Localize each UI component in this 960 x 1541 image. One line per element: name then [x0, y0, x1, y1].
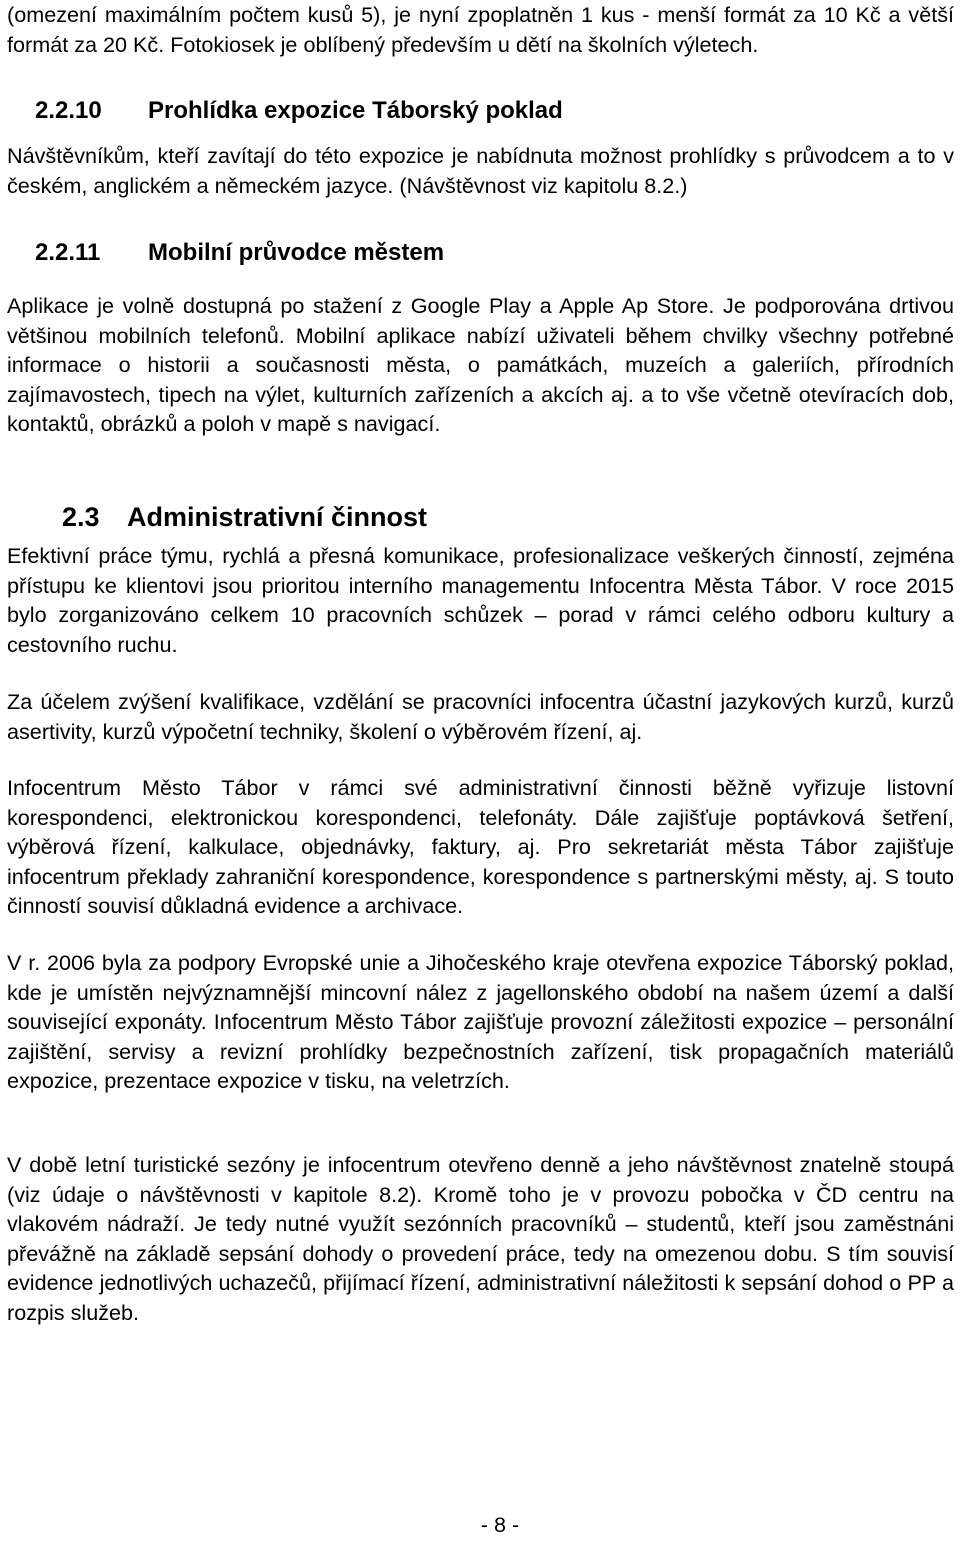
section-number: 2.2.10 [35, 97, 102, 124]
section-heading-2-3 [62, 500, 942, 534]
page-number [0, 1512, 960, 1538]
section-2-3-paragraph-1: Efektivní práce týmu, rychlá a přesná komunikace, profesionalizace veškerých činností, zejména přístupu ke klientovi jsou prioritou interního managementu Infocentra Města Tábor. V roce 2015 bylo zorganizováno celkem 10 pracovních schůzek – porad v rámci celého odboru kultury a cestovního ruchu. [7, 543, 954, 657]
intro-paragraph: (omezení maximálním počtem kusů 5), je nyní zpoplatněn 1 kus - menší formát za 10 Kč a větší formát za 20 Kč. Fotokiosek je oblíbený především u dětí na školních výletech. [7, 2, 954, 57]
section-number: 2.3 [62, 502, 100, 532]
section-number: 2.2.11 [35, 239, 101, 266]
section-2-3-paragraph-4: V r. 2006 byla za podpory Evropské unie a Jihočeského kraje otevřena expozice Táborský poklad, kde je umístěn nejvýznamnější mincovní nález z jagellonského období na našem území a další související exponáty. Infocentrum Město Tábor zajišťuje provozní záležitosti expozice – personální zajištění, servisy a revizní prohlídky bezpečnostních zařízení, tisk propagačních materiálů expozice, prezentace expozice v tisku, na veletrzích. [7, 950, 954, 1093]
section-heading-2-2-11 [35, 238, 935, 268]
section-2-2-11-paragraph: Aplikace je volně dostupná po stažení z Google Play a Apple Ap Store. Je podporována drtivou většinou mobilních telefonů. Mobilní aplikace nabízí uživateli během chvilky všechny potřebné informace o historii a současnosti města, o památkách, muzeích a galeriích, přírodních zajímavostech, tipech na výlet, kulturních zařízeních a akcích aj. a to vše včetně otevíracích dob, kontaktů, obrázků a poloh v mapě s navigací. [7, 293, 954, 436]
section-2-2-10-paragraph: Návštěvníkům, kteří zavítají do této expozice je nabídnuta možnost prohlídky s průvodcem a to v českém, anglickém a německém jazyce. (Návštěvnost viz kapitolu 8.2.) [7, 143, 954, 198]
section-title: Administrativní činnost [127, 502, 428, 532]
section-title: Prohlídka expozice Táborský poklad [148, 97, 563, 124]
section-title: Mobilní průvodce městem [148, 239, 445, 266]
section-heading-2-2-10 [35, 96, 935, 126]
section-2-3-paragraph-5: V době letní turistické sezóny je infocentrum otevřeno denně a jeho návštěvnost znatelně stoupá (viz údaje o návštěvnosti v kapitole 8.2). Kromě toho je v provozu pobočka v ČD centru na vlakovém nádraží. Je tedy nutné využít sezónních pracovníků – studentů, kteří jsou zaměstnáni převážně na základě sepsání dohody o provedení práce, tedy na omezenou dobu. S tím souvisí evidence jednotlivých uchazečů, přijímací řízení, administrativní náležitosti k sepsání dohod o PP a rozpis služeb. [7, 1152, 954, 1325]
section-2-3-paragraph-2: Za účelem zvýšení kvalifikace, vzdělání se pracovníci infocentra účastní jazykových kurzů, kurzů asertivity, kurzů výpočetní techniky, školení o výběrovém řízení, aj. [7, 689, 954, 744]
section-2-3-paragraph-3: Infocentrum Město Tábor v rámci své administrativní činnosti běžně vyřizuje listovní korespondenci, elektronickou korespondenci, telefonáty. Dále zajišťuje poptávková šetření, výběrová řízení, kalkulace, objednávky, faktury, aj. Pro sekretariát města Tábor zajišťuje infocentrum překlady zahraniční korespondence, korespondence s partnerskými městy, aj. S touto činností souvisí důkladná evidence a archivace. [7, 775, 954, 918]
page-number-text: - 8 - [480, 1512, 520, 1537]
